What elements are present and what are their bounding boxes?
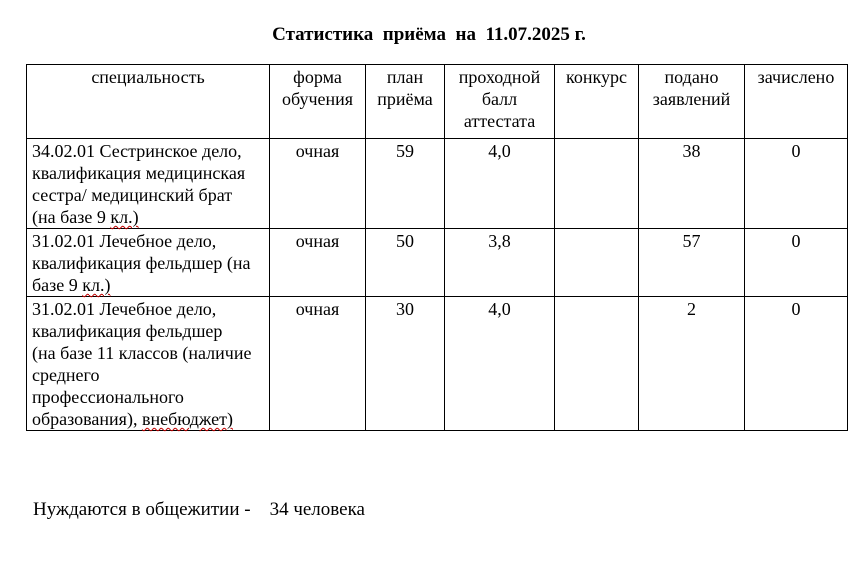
competition-cell — [555, 139, 639, 229]
specialty-line: 31.02.01 Лечебное дело, — [32, 299, 217, 319]
specialty-line: (на базе 11 классов (наличие — [32, 343, 252, 363]
admission-plan-cell: 50 — [366, 229, 445, 297]
admission-plan-cell: 59 — [366, 139, 445, 229]
study-form-cell: очная — [270, 297, 366, 431]
specialty-line: образования), — [32, 409, 142, 429]
enrolled-cell: 0 — [745, 139, 848, 229]
specialty-line: (на базе 9 — [32, 207, 111, 227]
table-header-row — [27, 65, 848, 139]
competition-cell — [555, 297, 639, 431]
specialty-line: 34.02.01 Сестринское дело, — [32, 141, 242, 161]
dormitory-note: Нуждаются в общежитии - 34 человека — [33, 499, 365, 520]
specialty-line: 31.02.01 Лечебное дело, — [32, 231, 217, 251]
passing-score-cell: 3,8 — [445, 229, 555, 297]
competition-cell — [555, 229, 639, 297]
table-row — [27, 229, 848, 297]
specialty-line: профессионального — [32, 387, 184, 407]
header-admission-plan: план приёма — [366, 65, 445, 139]
specialty-line: среднего — [32, 365, 100, 385]
header-specialty: специальность — [27, 65, 270, 139]
enrolled-cell: 0 — [745, 297, 848, 431]
header-enrolled: зачислено — [745, 65, 848, 139]
specialty-line: сестра/ медицинский брат — [32, 185, 233, 205]
admission-plan-cell: 30 — [366, 297, 445, 431]
applications-cell: 38 — [639, 139, 745, 229]
passing-score-cell: 4,0 — [445, 139, 555, 229]
study-form-cell: очная — [270, 139, 366, 229]
passing-score-cell: 4,0 — [445, 297, 555, 431]
specialty-cell — [27, 229, 270, 297]
page-title: Статистика приёма на 11.07.2025 г. — [272, 24, 586, 45]
table-row — [27, 139, 848, 229]
applications-cell: 2 — [639, 297, 745, 431]
header-applications: подано заявлений — [639, 65, 745, 139]
enrolled-cell: 0 — [745, 229, 848, 297]
specialty-line-tail: кл.) — [82, 275, 111, 295]
specialty-line-tail: кл.) — [110, 207, 139, 227]
specialty-line: базе 9 — [32, 275, 83, 295]
study-form-cell: очная — [270, 229, 366, 297]
specialty-line-tail: внебюджет) — [141, 409, 233, 429]
header-study-form: форма обучения — [270, 65, 366, 139]
header-passing-score: проходной балл аттестата — [445, 65, 555, 139]
specialty-cell — [27, 139, 270, 229]
admission-stats-table — [26, 64, 848, 431]
specialty-line: квалификация фельдшер (на — [32, 253, 251, 273]
specialty-line: квалификация медицинская — [32, 163, 246, 183]
header-competition: конкурс — [555, 65, 639, 139]
specialty-cell — [27, 297, 270, 431]
table-row — [27, 297, 848, 431]
applications-cell: 57 — [639, 229, 745, 297]
specialty-line: квалификация фельдшер — [32, 321, 223, 341]
